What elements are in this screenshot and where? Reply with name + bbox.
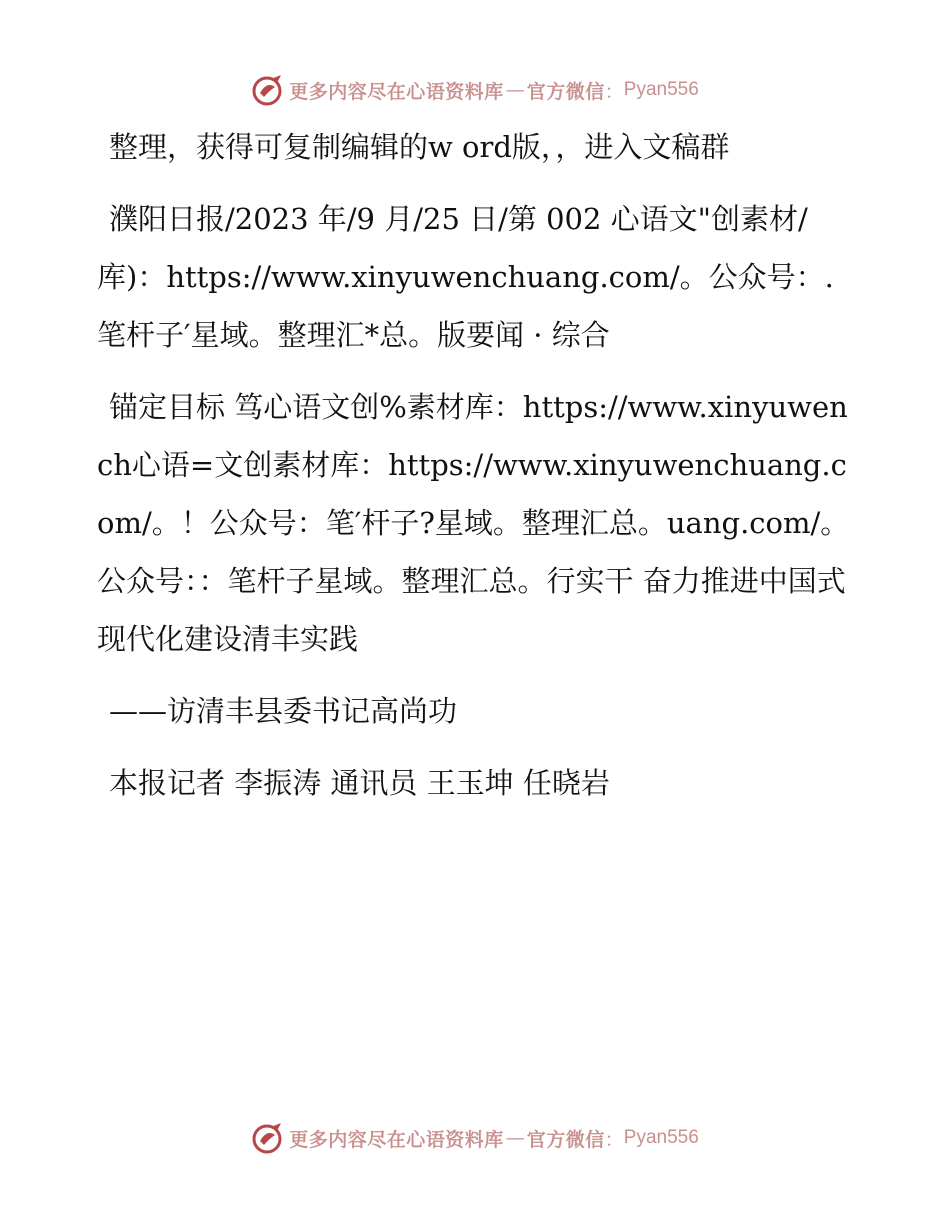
paragraph-text: 整理，获得可复制编辑的w ord版，，进入文稿群 (109, 130, 730, 164)
banner-id: Pyan556 (623, 79, 699, 100)
banner-dash: — (505, 1127, 525, 1149)
paragraph (97, 754, 857, 812)
banner-sep: ： (604, 81, 624, 103)
logo-icon (251, 73, 285, 107)
paragraph-text: 濮阳日报/2023 年/9 月/25 日/第 002 心语文"创素材/库)：https://www.xinyuwenchuang.com/。公众号：.笔杆子′星域。整理汇*总。版要闻 · 综合 (97, 202, 834, 352)
banner-sep: ： (604, 1129, 624, 1151)
header-banner (0, 70, 950, 110)
paragraph (97, 118, 857, 176)
paragraph-text: ——访清丰县委书记高尚功 (109, 694, 458, 728)
banner-label: 官方微信 (526, 1128, 605, 1151)
banner-id: Pyan556 (623, 1127, 699, 1148)
banner-dash: — (505, 79, 525, 101)
paragraph (97, 682, 857, 740)
paragraph (97, 378, 857, 668)
footer-banner (0, 1118, 950, 1158)
paragraph-text: 本报记者 李振涛 通讯员 王玉坤 任晓岩 (109, 766, 610, 800)
paragraph-text: 锚定目标 笃心语文创%素材库：https://www.xinyuwench心语=文创素材库：https://www.xinyuwenchuang.com/。！公众号：笔′杆子?星域。整理汇总。uang.com/。公众号：：笔杆子星域。整理汇总。行实干 奋力推进中国式现代化建设清丰实践 (97, 390, 850, 656)
banner-label: 官方微信 (526, 80, 605, 103)
document-body (97, 118, 857, 826)
banner-text: 更多内容尽在心语资料库 (289, 80, 504, 103)
banner-text: 更多内容尽在心语资料库 (289, 1128, 504, 1151)
paragraph (97, 190, 857, 364)
logo-icon (251, 1121, 285, 1155)
